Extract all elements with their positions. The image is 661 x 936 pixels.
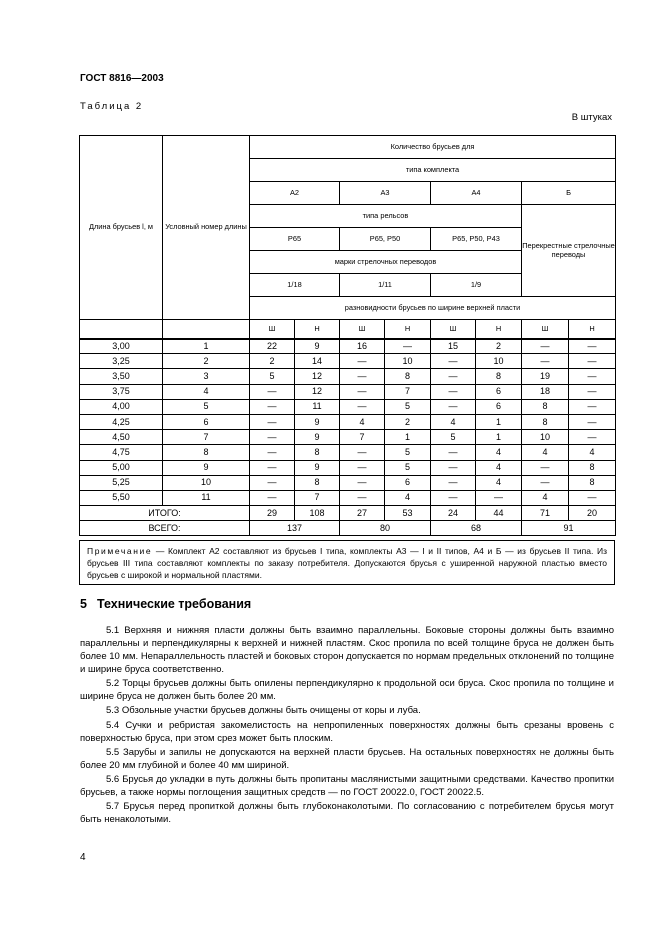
quantity-cell: 4 <box>340 414 385 429</box>
quantity-cell: 8 <box>295 445 340 460</box>
vsego-label: ВСЕГО: <box>80 521 250 536</box>
quantity-cell: 1 <box>476 430 522 445</box>
header-sub: Н <box>476 320 522 340</box>
quantity-cell: 16 <box>340 339 385 354</box>
table-row <box>80 430 616 445</box>
note-word: Примечание <box>87 546 153 556</box>
vsego-cell: 80 <box>340 521 431 536</box>
quantity-cell: 4 <box>569 445 616 460</box>
note-text: — Комплект А2 составляют из брусьев I типа, комплекты А3 — I и II типов, А4 и Б — из брусьев II типа. Из брусьев III типа составляют комплекты по заказу потребителя. Допускаются брусья с уширенной наружной пластью вместо брусьев с широкой и нормальной пластями. <box>87 546 607 580</box>
vsego-cell: 91 <box>522 521 616 536</box>
header-rail: Р65 <box>250 228 340 251</box>
quantity-cell: — <box>569 369 616 384</box>
quantity-cell: — <box>431 490 476 505</box>
paragraph: 5.2 Торцы брусьев должны быть опилены перпендикулярно к продольной оси бруса. Скос пропила по толщине и ширине бруса не должен быть более 20 мм. <box>80 678 614 703</box>
length-cell: 5,00 <box>80 460 163 475</box>
header-sub: Ш <box>431 320 476 340</box>
number-cell: 5 <box>163 399 250 414</box>
quantity-cell: — <box>569 339 616 354</box>
length-cell: 5,25 <box>80 475 163 490</box>
header-sub: Н <box>569 320 616 340</box>
number-cell: 10 <box>163 475 250 490</box>
paragraph: 5.5 Зарубы и запилы не допускаются на верхней пласти брусьев. На остальных поверхностях не должны быть более 20 мм глубиной и более 40 мм шириной. <box>80 746 614 771</box>
table-row <box>80 445 616 460</box>
number-cell: 6 <box>163 414 250 429</box>
table-row <box>80 354 616 369</box>
quantity-cell: — <box>340 354 385 369</box>
quantity-cell: 2 <box>476 339 522 354</box>
length-cell: 5,50 <box>80 490 163 505</box>
quantity-cell: 4 <box>385 490 431 505</box>
header-rail-type: типа рельсов <box>250 205 522 228</box>
number-cell: 3 <box>163 369 250 384</box>
number-cell: 7 <box>163 430 250 445</box>
header-set: Б <box>522 182 616 205</box>
quantity-cell: — <box>569 490 616 505</box>
quantity-cell: 4 <box>522 445 569 460</box>
header-sub: Ш <box>250 320 295 340</box>
header-grade: 1/18 <box>250 274 340 297</box>
quantity-cell: 10 <box>476 354 522 369</box>
section-title: Технические требования <box>96 597 252 611</box>
header-grade: 1/9 <box>431 274 522 297</box>
quantity-cell: 4 <box>476 460 522 475</box>
quantity-cell: 8 <box>385 369 431 384</box>
header-width-varieties: разновидности брусьев по ширине верхней пласти <box>250 297 616 320</box>
quantity-cell: 7 <box>385 384 431 399</box>
header-switch-grade: марки стрелочных переводов <box>250 251 522 274</box>
quantity-cell: 4 <box>476 445 522 460</box>
quantity-cell: — <box>250 490 295 505</box>
table-header <box>79 135 616 340</box>
header-sub: Ш <box>522 320 569 340</box>
quantity-cell: 9 <box>295 414 340 429</box>
header-set-type: типа комплекта <box>250 159 616 182</box>
quantity-cell: — <box>250 384 295 399</box>
quantity-cell: — <box>250 475 295 490</box>
quantity-cell: 5 <box>385 445 431 460</box>
quantity-cell: 5 <box>385 399 431 414</box>
col-header-number: Условный номер длины <box>163 136 250 320</box>
quantity-cell: 15 <box>431 339 476 354</box>
quantity-cell: — <box>476 490 522 505</box>
quantity-cell: — <box>340 460 385 475</box>
table-label: Таблица 2 <box>80 101 144 112</box>
quantity-cell: 5 <box>385 460 431 475</box>
table-row <box>80 369 616 384</box>
quantity-cell: 4 <box>476 475 522 490</box>
quantity-cell: — <box>250 414 295 429</box>
quantity-cell: 7 <box>295 490 340 505</box>
page-number: 4 <box>80 852 86 863</box>
col-header-length: Длина брусьев l, м <box>80 136 163 320</box>
itogo-cell: 108 <box>295 506 340 521</box>
table-units: В штуках <box>571 112 612 123</box>
quantity-cell: — <box>569 399 616 414</box>
quantity-cell: 6 <box>385 475 431 490</box>
quantity-cell: — <box>431 445 476 460</box>
header-sub: Н <box>385 320 431 340</box>
quantity-cell: 12 <box>295 384 340 399</box>
header-sub: Ш <box>340 320 385 340</box>
quantity-cell: 7 <box>340 430 385 445</box>
quantity-cell: 9 <box>295 430 340 445</box>
quantity-cell: 5 <box>431 430 476 445</box>
paragraph: 5.7 Брусья перед пропиткой должны быть глубоконаколотыми. По согласованию с потребителем брусья могут быть ненаколотыми. <box>80 801 614 826</box>
quantity-cell: 1 <box>385 430 431 445</box>
quantity-cell: 4 <box>522 490 569 505</box>
quantity-cell: — <box>431 475 476 490</box>
quantity-cell: 8 <box>522 414 569 429</box>
quantity-cell: — <box>569 414 616 429</box>
table-row <box>80 399 616 414</box>
quantity-cell: 12 <box>295 369 340 384</box>
table-row <box>80 490 616 505</box>
quantity-cell: — <box>522 475 569 490</box>
quantity-cell: 6 <box>476 384 522 399</box>
itogo-cell: 20 <box>569 506 616 521</box>
quantity-cell: — <box>431 460 476 475</box>
quantity-cell: — <box>569 354 616 369</box>
number-cell: 11 <box>163 490 250 505</box>
section-number: 5 <box>80 597 87 611</box>
header-rail: Р65, Р50 <box>340 228 431 251</box>
quantity-cell: — <box>522 354 569 369</box>
paragraph: 5.4 Сучки и ребристая закомелистость на непропиленных поверхностях должны быть срезаны вровень с поверхностью бруса, при этом срез может быть плоским. <box>80 719 614 744</box>
quantity-cell: 19 <box>522 369 569 384</box>
length-cell: 4,75 <box>80 445 163 460</box>
vsego-cell: 137 <box>250 521 340 536</box>
header-rail: Р65, Р50, Р43 <box>431 228 522 251</box>
document-code: ГОСТ 8816—2003 <box>80 73 164 84</box>
itogo-cell: 24 <box>431 506 476 521</box>
quantity-cell: 10 <box>385 354 431 369</box>
table-note <box>79 540 615 585</box>
quantity-cell: 8 <box>569 475 616 490</box>
section-heading <box>80 597 251 611</box>
quantity-cell: — <box>431 399 476 414</box>
header-empty-cell <box>163 320 250 340</box>
number-cell: 8 <box>163 445 250 460</box>
paragraph: 5.3 Обзольные участки брусьев должны быть очищены от коры и луба. <box>106 705 421 717</box>
header-set: А4 <box>431 182 522 205</box>
header-set: А2 <box>250 182 340 205</box>
length-cell: 3,00 <box>80 339 163 354</box>
table-row <box>80 475 616 490</box>
paragraph: 5.1 Верхняя и нижняя пласти должны быть взаимно параллельны. Боковые стороны должны быть взаимно параллельны и перпендикулярны к верхней и нижней пластям. Скос пропила по всей толщине бруса не должен быть более 10 мм. Непараллельность пластей и боковых сторон допускается по нормам предельных отклонений по толщине и ширине бруса соответственно. <box>80 625 614 675</box>
quantity-cell: 6 <box>476 399 522 414</box>
itogo-cell: 29 <box>250 506 295 521</box>
quantity-cell: — <box>340 384 385 399</box>
number-cell: 4 <box>163 384 250 399</box>
header-empty-cell <box>80 320 163 340</box>
number-cell: 1 <box>163 339 250 354</box>
quantity-cell: — <box>340 475 385 490</box>
vsego-row <box>80 521 616 536</box>
header-set: А3 <box>340 182 431 205</box>
quantity-cell: — <box>569 384 616 399</box>
quantity-cell: — <box>385 339 431 354</box>
paragraph: 5.6 Брусья до укладки в путь должны быть пропитаны маслянистыми защитными средствами. Качество пропитки брусьев, а также нормы поглощения защитных средств — по ГОСТ 20022.0, ГОСТ 20022.5. <box>80 773 614 798</box>
number-cell: 2 <box>163 354 250 369</box>
quantity-cell: 8 <box>569 460 616 475</box>
quantity-cell: 9 <box>295 339 340 354</box>
quantity-cell: 8 <box>476 369 522 384</box>
quantity-cell: 18 <box>522 384 569 399</box>
quantity-cell: — <box>340 399 385 414</box>
table-row <box>80 384 616 399</box>
itogo-cell: 71 <box>522 506 569 521</box>
quantity-cell: — <box>250 460 295 475</box>
quantity-cell: — <box>250 430 295 445</box>
table-body <box>79 338 616 536</box>
quantity-cell: — <box>431 354 476 369</box>
quantity-cell: 2 <box>385 414 431 429</box>
quantity-cell: 1 <box>476 414 522 429</box>
quantity-cell: 14 <box>295 354 340 369</box>
section-body <box>80 624 614 827</box>
itogo-cell: 53 <box>385 506 431 521</box>
quantity-cell: 9 <box>295 460 340 475</box>
itogo-cell: 44 <box>476 506 522 521</box>
quantity-cell: — <box>250 445 295 460</box>
itogo-label: ИТОГО: <box>80 506 250 521</box>
quantity-cell: 2 <box>250 354 295 369</box>
itogo-row <box>80 506 616 521</box>
quantity-cell: 11 <box>295 399 340 414</box>
quantity-cell: — <box>250 399 295 414</box>
length-cell: 4,00 <box>80 399 163 414</box>
number-cell: 9 <box>163 460 250 475</box>
quantity-cell: 8 <box>522 399 569 414</box>
quantity-cell: 4 <box>431 414 476 429</box>
length-cell: 4,50 <box>80 430 163 445</box>
quantity-cell: 5 <box>250 369 295 384</box>
quantity-cell: — <box>569 430 616 445</box>
length-cell: 3,50 <box>80 369 163 384</box>
quantity-cell: — <box>340 369 385 384</box>
length-cell: 3,75 <box>80 384 163 399</box>
quantity-cell: — <box>522 460 569 475</box>
header-crossovers: Перекрестные стрелочные переводы <box>522 205 616 297</box>
table-row <box>80 414 616 429</box>
header-grade: 1/11 <box>340 274 431 297</box>
length-cell: 3,25 <box>80 354 163 369</box>
quantity-cell: 22 <box>250 339 295 354</box>
quantity-cell: — <box>340 490 385 505</box>
table-row <box>80 460 616 475</box>
quantity-cell: — <box>522 339 569 354</box>
quantity-cell: — <box>340 445 385 460</box>
table-row <box>80 339 616 354</box>
header-quantity: Количество брусьев для <box>250 136 616 159</box>
quantity-cell: — <box>431 384 476 399</box>
quantity-cell: 10 <box>522 430 569 445</box>
itogo-cell: 27 <box>340 506 385 521</box>
header-sub: Н <box>295 320 340 340</box>
length-cell: 4,25 <box>80 414 163 429</box>
quantity-cell: — <box>431 369 476 384</box>
quantity-cell: 8 <box>295 475 340 490</box>
vsego-cell: 68 <box>431 521 522 536</box>
